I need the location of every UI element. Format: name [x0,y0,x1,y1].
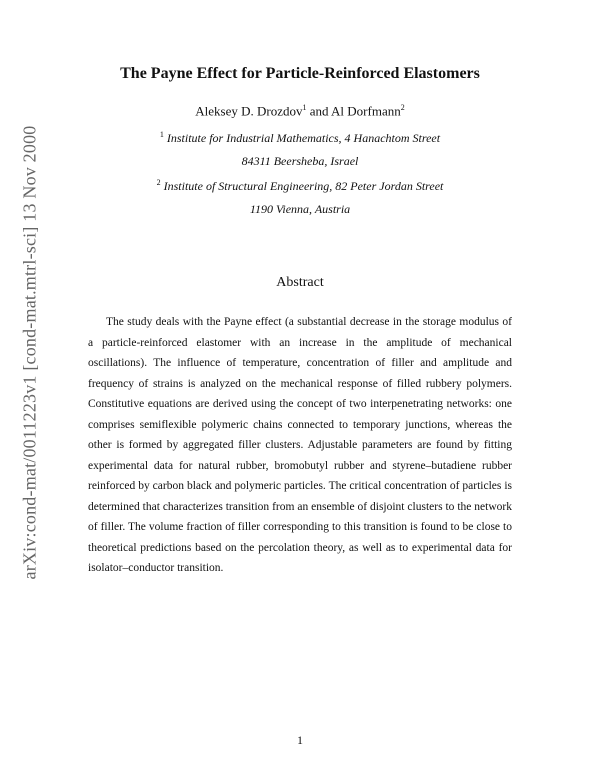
author-2-name: Al Dorfmann [331,103,401,119]
author-2-affiliation-mark: 2 [400,103,405,112]
abstract-heading: Abstract [276,275,324,290]
affiliation-2-line-2: 1190 Vienna, Austria [249,202,351,216]
affiliation-1-line-2: 84311 Beersheba, Israel [241,154,359,168]
author-1-affiliation-mark: 1 [302,103,307,112]
author-conjunction: and [306,103,332,119]
affiliation-2-line-1 [0,178,600,194]
page-number: 1 [297,733,303,747]
abstract-paragraph: The study deals with the Payne effect (a substantial decrease in the storage modulus of a particle-reinforced elastomer with an increase in the amplitude of mechanical oscillations). The influence of temperature, concentration of filler and amplitude and frequency of strains is analyzed on the mechanical response of filled rubbery polymers. Constitutive equations are derived using the concept of two interpenetrating networks: one comprises semiflexible polymeric chains connected to temporary junctions, whereas the other is formed by aggregated filler clusters. Adjustable parameters are found by fitting experimental data for natural rubber, bromobutyl rubber and styrene–butadiene rubber reinforced by carbon black and polymeric particles. The critical concentration of particles is determined that characterizes transition from an ensemble of disjoint clusters to the network of filler. The volume fraction of filler corresponding to this transition is found to be close to theoretical predictions based on the percolation theory, as well as to experimental data for isolator–conductor transition. [88,316,512,574]
paper-title: The Payne Effect for Particle-Reinforced Elastomers [120,65,480,82]
author-line [0,103,600,119]
affiliation-1-institute: Institute for Industrial Mathematics, 4 Hanachtom Street [166,131,441,145]
arxiv-identifier-text: arXiv:cond-mat/0011223v1 [cond-mat.mtrl-sci] 13 Nov 2000 [19,125,40,579]
affiliation-1-line-1 [0,130,600,146]
affiliation-1-mark: 1 [159,130,164,139]
affiliation-2-institute: Institute of Structural Engineering, 82 Peter Jordan Street [163,179,444,193]
abstract-body [88,312,512,579]
affiliation-2-mark: 2 [156,178,161,187]
author-1-name: Aleksey D. Drozdov [195,103,303,119]
